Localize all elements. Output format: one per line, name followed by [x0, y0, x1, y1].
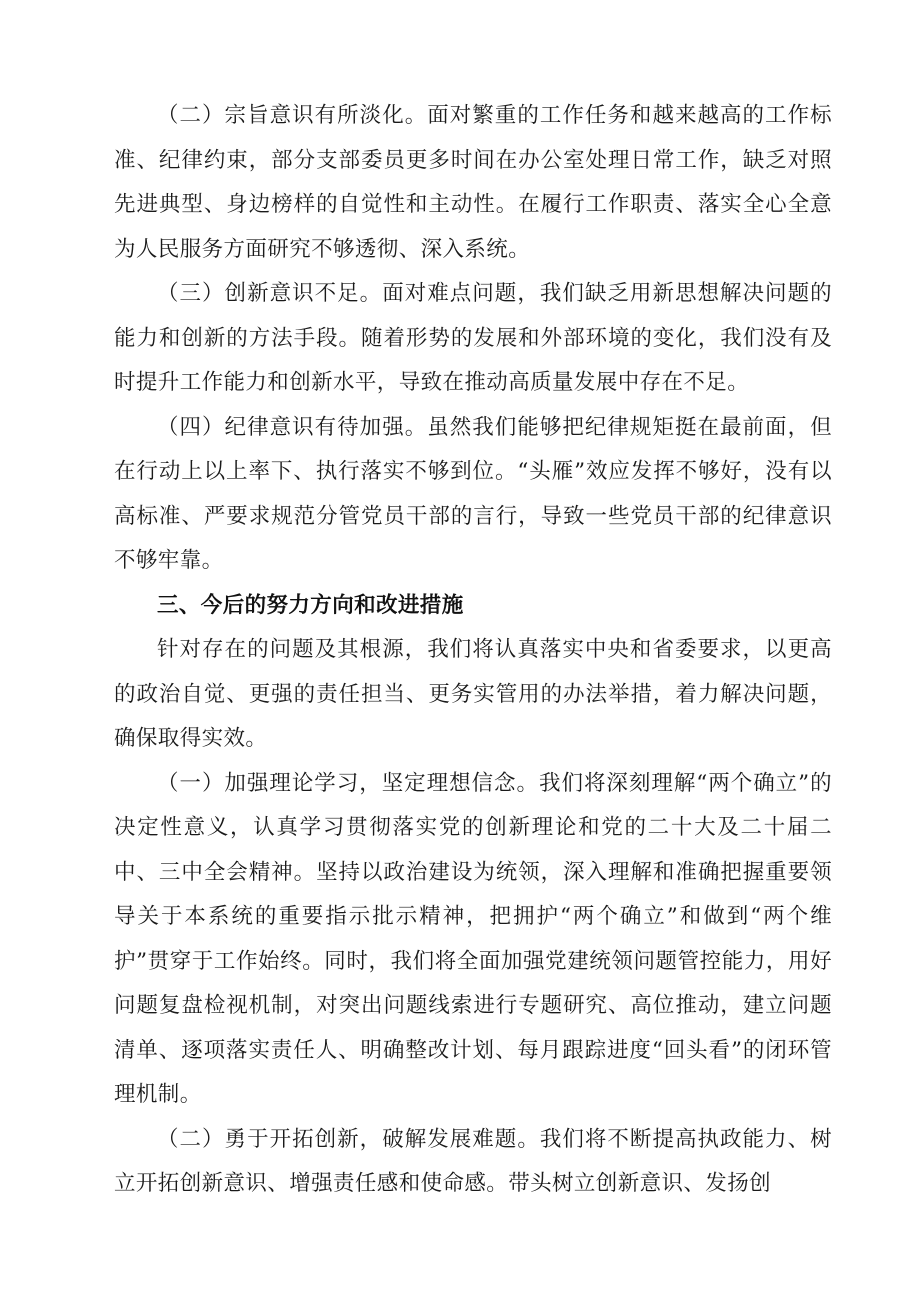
paragraph-purpose-awareness: （二）宗旨意识有所淡化。面对繁重的工作任务和越来越高的工作标准、纪律约束，部分支部委员更多时间在办公室处理日常工作，缺乏对照先进典型、身边榜样的自觉性和主动性。在履行工作职责、落实全心全意为人民服务方面研究不够透彻、深入系统。 — [114, 103, 832, 262]
paragraph-theory-study: （一）加强理论学习，坚定理想信念。我们将深刻理解“两个确立”的决定性意义，认真学习贯彻落实党的创新理论和党的二十大及二十届二中、三中全会精神。坚持以政治建设为统领，深入理解和准确把握重要领导关于本系统的重要指示批示精神，把拥护“两个确立”和做到“两个维护”贯穿于工作始终。同时，我们将全面加强党建统领问题管控能力，用好问题复盘检视机制，对突出问题线索进行专题研究、高位推动，建立问题清单、逐项落实责任人、明确整改计划、每月跟踪进度“回头看”的闭环管理机制。 — [114, 770, 832, 1107]
paragraph-innovation-development: （二）勇于开拓创新，破解发展难题。我们将不断提高执政能力、树立开拓创新意识、增强责任感和使命感。带头树立创新意识、发扬创 — [114, 1126, 832, 1196]
document-body — [114, 94, 832, 1207]
section-heading-improvement-measures: 三、今后的努力方向和改进措施 — [157, 592, 464, 618]
paragraph-innovation-awareness: （三）创新意识不足。面对难点问题，我们缺乏用新思想解决问题的能力和创新的方法手段。随着形势的发展和外部环境的变化，我们没有及时提升工作能力和创新水平，导致在推动高质量发展中存在不足。 — [114, 281, 832, 395]
paragraph-discipline-awareness: （四）纪律意识有待加强。虽然我们能够把纪律规矩挺在最前面，但在行动上以上率下、执行落实不够到位。“头雁”效应发挥不够好，没有以高标准、严要求规范分管党员干部的言行，导致一些党员干部的纪律意识不够牢靠。 — [114, 414, 832, 573]
paragraph-section-intro: 针对存在的问题及其根源，我们将认真落实中央和省委要求，以更高的政治自觉、更强的责任担当、更务实管用的办法举措，着力解决问题，确保取得实效。 — [114, 637, 832, 751]
